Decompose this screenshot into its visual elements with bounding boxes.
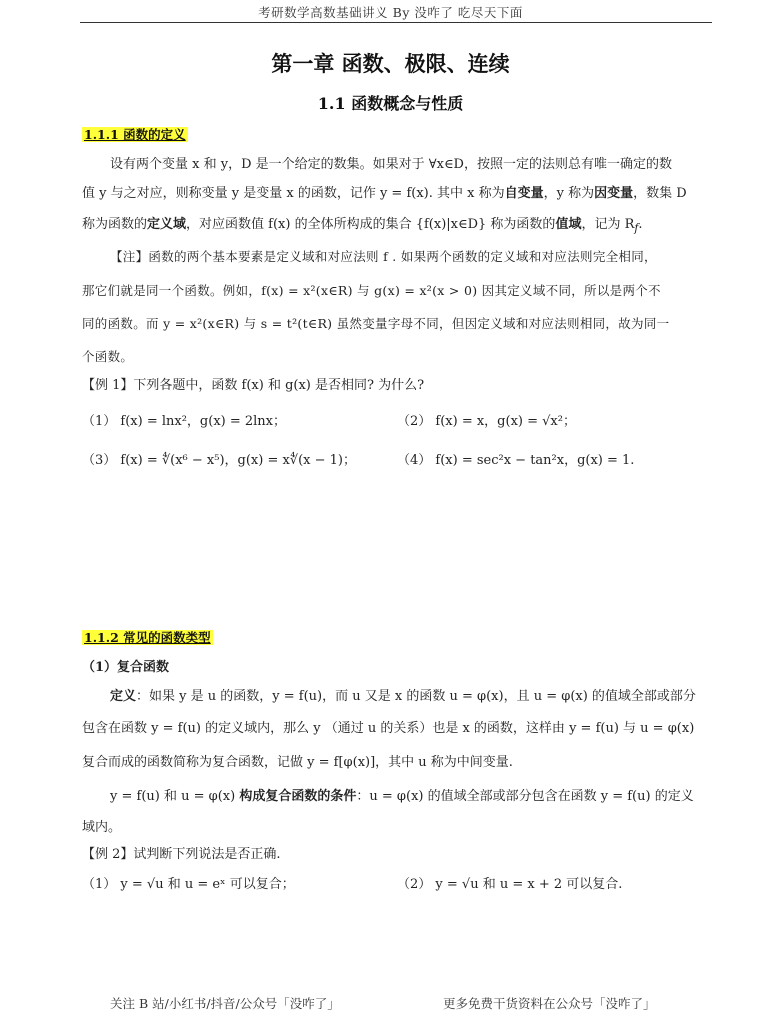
- example-1-prompt: 【例 1】下列各题中，函数 f(x) 和 g(x) 是否相同? 为什么?: [82, 378, 425, 393]
- composite-definition-line-3: 复合而成的函数简称为复合函数，记做 y = f[φ(x)]，其中 u 称为中间变量.: [82, 755, 513, 770]
- chapter-title: 第一章 函数、极限、连续: [271, 51, 510, 76]
- example-2-prompt: 【例 2】试判断下列说法是否正确.: [82, 847, 281, 862]
- composite-condition-line-1: [110, 785, 694, 804]
- note-line-2: 那它们就是同一个函数。例如，f(x) = x²(x∈R) 与 g(x) = x²(x > 0) 因其定义域不同，所以是两个不: [82, 283, 661, 298]
- note-line-4: 个函数。: [82, 349, 134, 364]
- footer-left: 关注 B 站/小红书/抖音/公众号「没咋了」: [110, 996, 340, 1011]
- subsection-heading-1-1-2: [82, 628, 213, 646]
- subsection-heading-1-1-1: [82, 125, 188, 143]
- subsection-heading-text: 1.1.1 函数的定义: [84, 127, 186, 142]
- example-2-item-2: （2） y = √u 和 u = x + 2 可以复合.: [397, 877, 623, 892]
- note-line-3: 同的函数。而 y = x²(x∈R) 与 s = t²(t∈R) 虽然变量字母不同，但因定义域和对应法则相同，故为同一: [82, 316, 670, 331]
- composite-definition-line-1: [110, 685, 696, 704]
- definition-label: 定义: [110, 689, 137, 704]
- text-run: y = f(u) 和 u = φ(x): [110, 789, 240, 804]
- term-dependent-variable: 因变量: [594, 186, 634, 201]
- example-1-item-1: （1） f(x) = lnx²，g(x) = 2lnx；: [82, 414, 287, 429]
- example-1-item-2: （2） f(x) = x，g(x) = √x²；: [397, 414, 576, 429]
- header-rule: [80, 22, 712, 23]
- text-run: ，y 称为: [543, 186, 595, 201]
- text-run: ，对应函数值 f(x) 的全体所构成的集合 {f(x)|x∈D} 称为函数的: [186, 217, 556, 232]
- composite-definition-line-2: 包含在函数 y = f(u) 的定义域内，那么 y （通过 u 的关系）也是 x 的函数，这样由 y = f(u) 与 u = φ(x): [82, 721, 695, 736]
- text-run: ，记为 R: [581, 217, 635, 232]
- subscript-f: f: [634, 221, 639, 235]
- definition-line-3: [82, 213, 643, 235]
- text-run: .: [638, 217, 643, 232]
- running-header: 考研数学高数基础讲义 By 没咋了 吃尽天下面: [258, 5, 523, 20]
- definition-line-1: 设有两个变量 x 和 y，D 是一个给定的数集。如果对于 ∀x∈D，按照一定的法则总有唯一确定的数: [110, 157, 672, 172]
- note-line-1: 【注】函数的两个基本要素是定义域和对应法则 f . 如果两个函数的定义域和对应法则完全相同，: [110, 249, 657, 264]
- example-2-item-1: （1） y = √u 和 u = eˣ 可以复合；: [82, 877, 295, 892]
- example-1-item-4: （4） f(x) = sec²x − tan²x，g(x) = 1.: [397, 453, 635, 468]
- term-range: 值域: [555, 217, 582, 232]
- definition-line-2: [82, 182, 687, 201]
- text-run: 值 y 与之对应，则称变量 y 是变量 x 的函数，记作 y = f(x). 其中 x 称为: [82, 186, 505, 201]
- subsection-heading-text: 1.1.2 常见的函数类型: [84, 630, 211, 645]
- text-run: ，数集 D: [633, 186, 687, 201]
- text-run: ：u = φ(x) 的值域全部或部分包含在函数 y = f(u) 的定义: [356, 789, 694, 804]
- term-independent-variable: 自变量: [504, 186, 544, 201]
- section-title: 1.1 函数概念与性质: [317, 94, 464, 113]
- term-composite-condition: 构成复合函数的条件: [239, 789, 357, 804]
- text-run: ：如果 y 是 u 的函数，y = f(u)，而 u 又是 x 的函数 u = φ(x)，且 u = φ(x) 的值域全部或部分: [136, 689, 696, 704]
- text-run: 称为函数的: [82, 217, 148, 232]
- composite-condition-line-2: 域内。: [82, 820, 122, 835]
- footer-right: 更多免费干货资料在公众号「没咋了」: [443, 996, 656, 1011]
- term-domain: 定义域: [147, 217, 187, 232]
- example-1-item-3: （3） f(x) = ∜(x⁶ − x⁵)，g(x) = x∜(x − 1)；: [82, 453, 356, 468]
- composite-function-heading: （1）复合函数: [82, 660, 170, 675]
